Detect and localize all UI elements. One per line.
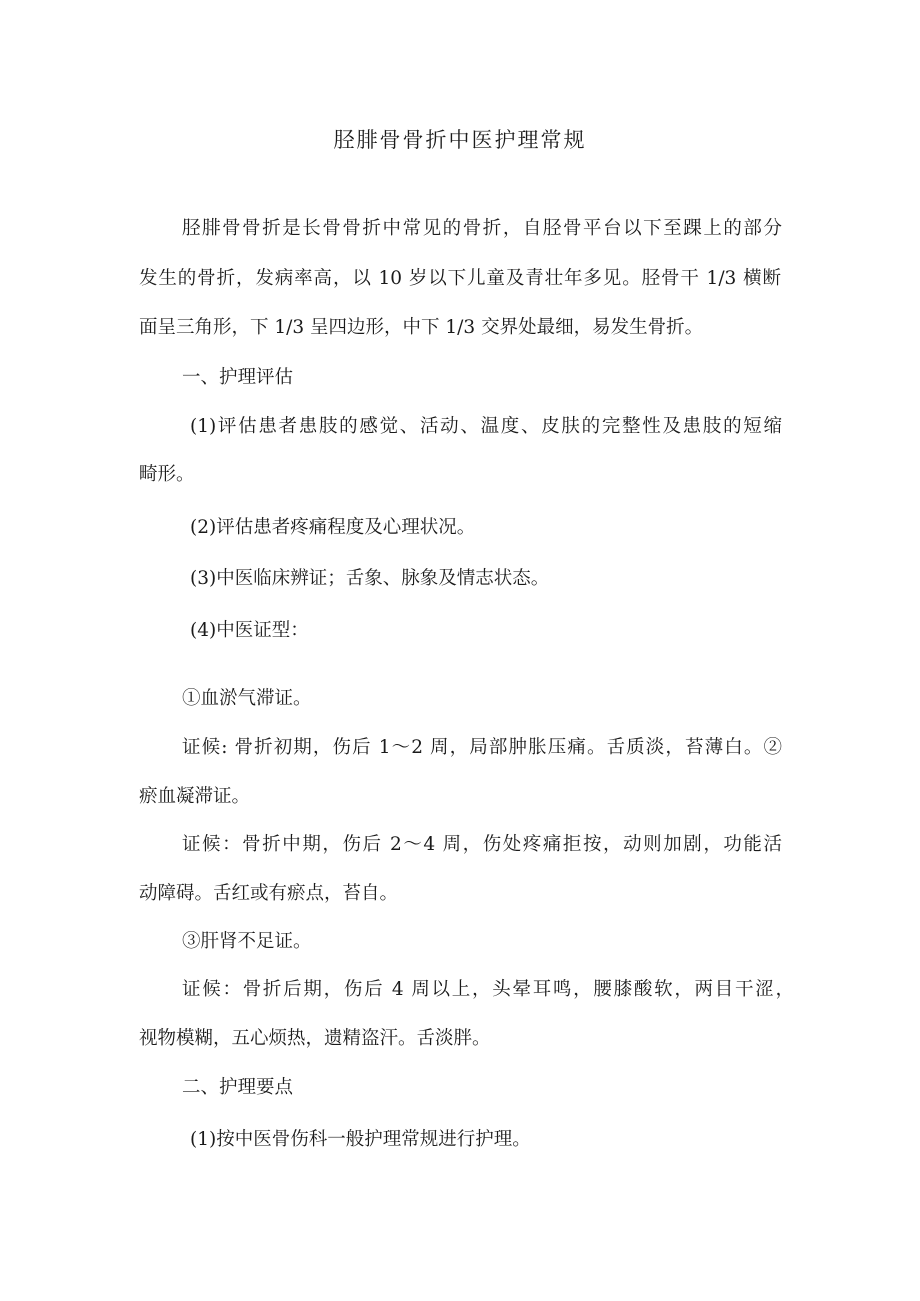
paragraph-line: 视物模糊，五心烦热，遗精盗汗。舌淡胖。 bbox=[139, 1028, 491, 1049]
paragraph-line: 胫腓骨骨折是长骨骨折中常见的骨折，自胫骨平台以下至踝上的部分 bbox=[182, 218, 782, 239]
paragraph-line: (1)评估患者患肢的感觉、活动、温度、皮肤的完整性及患肢的短缩 bbox=[190, 416, 782, 437]
paragraph-line: ③肝肾不足证。 bbox=[182, 931, 312, 952]
paragraph-line: (1)按中医骨伤科一般护理常规进行护理。 bbox=[190, 1129, 531, 1150]
paragraph-line: 证候：骨折中期，伤后 2～4 周，伤处疼痛拒按，动则加剧，功能活 bbox=[182, 834, 782, 855]
paragraph-line: ①血淤气滞证。 bbox=[182, 688, 312, 709]
paragraph-line: 面呈三角形，下 1/3 呈四边形，中下 1/3 交界处最细，易发生骨折。 bbox=[139, 317, 704, 338]
section-heading: 二、护理要点 bbox=[182, 1077, 294, 1098]
paragraph-line: (3)中医临床辨证；舌象、脉象及情志状态。 bbox=[190, 568, 550, 589]
paragraph-line: 动障碍。舌红或有瘀点，苔自。 bbox=[139, 883, 399, 904]
section-heading: 一、护理评估 bbox=[182, 367, 294, 388]
paragraph-line: 发生的骨折，发病率高，以 10 岁以下儿童及青壮年多见。胫骨干 1/3 横断 bbox=[139, 268, 781, 289]
paragraph-line: (4)中医证型： bbox=[190, 620, 309, 641]
document-title: 胫腓骨骨折中医护理常规 bbox=[333, 128, 587, 152]
paragraph-line: (2)评估患者疼痛程度及心理状况。 bbox=[190, 517, 476, 538]
paragraph-line: 证候：骨折后期，伤后 4 周以上，头晕耳鸣，腰膝酸软，两目干涩， bbox=[182, 979, 794, 1000]
paragraph-line: 瘀血凝滞证。 bbox=[139, 786, 251, 807]
paragraph-line: 证候: 骨折初期，伤后 1～2 周，局部肿胀压痛。舌质淡，苔薄白。② bbox=[182, 737, 782, 758]
paragraph-line: 畸形。 bbox=[139, 464, 195, 485]
